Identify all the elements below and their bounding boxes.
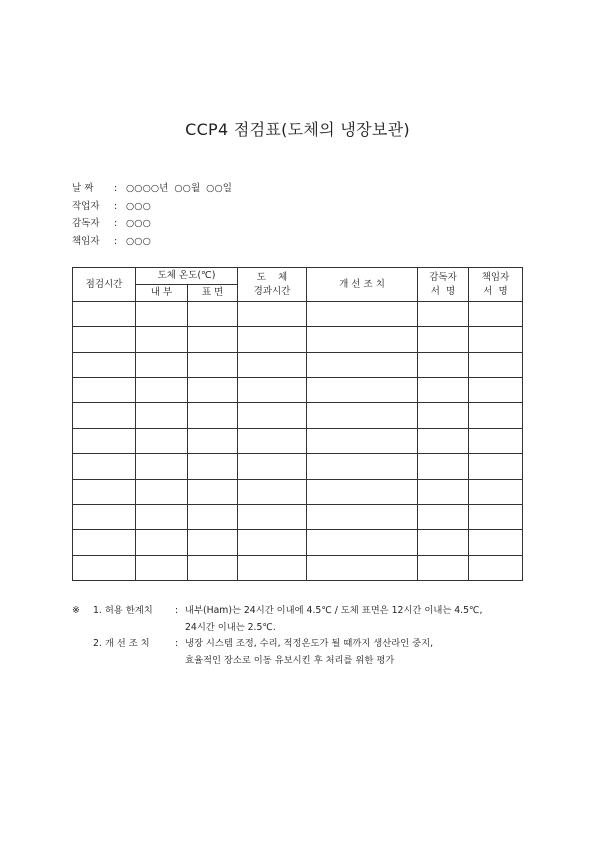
supervisor-separator: : bbox=[114, 218, 118, 230]
table-row bbox=[73, 352, 523, 377]
table-cell[interactable] bbox=[73, 403, 136, 428]
table-body bbox=[73, 302, 523, 581]
table-cell[interactable] bbox=[136, 352, 188, 377]
table-cell[interactable] bbox=[469, 352, 523, 377]
writer-row bbox=[72, 198, 232, 216]
table-row bbox=[73, 378, 523, 403]
table-cell[interactable] bbox=[238, 555, 307, 580]
header-supervisor-line2: 서 명 bbox=[430, 285, 456, 297]
note-mark-spacer bbox=[72, 636, 93, 669]
note-text-2-line2: 효율적인 장소로 이동 유보시킨 후 처리를 위한 평가 bbox=[185, 654, 395, 666]
table-cell[interactable] bbox=[469, 428, 523, 453]
manager-row bbox=[72, 233, 232, 251]
supervisor-row bbox=[72, 215, 232, 233]
table-cell[interactable] bbox=[307, 403, 418, 428]
note-text-1-line2: 24시간 이내는 2.5℃. bbox=[185, 621, 276, 633]
table-cell[interactable] bbox=[418, 428, 469, 453]
table-cell[interactable] bbox=[73, 428, 136, 453]
header-supervisor-sign bbox=[418, 268, 469, 302]
header-elapsed-line2: 경과시간 bbox=[253, 285, 291, 297]
table-row bbox=[73, 555, 523, 580]
note-mark: ※ bbox=[72, 605, 80, 616]
table-row bbox=[73, 403, 523, 428]
note-colon-1: : bbox=[175, 605, 179, 616]
table-cell[interactable] bbox=[188, 302, 238, 327]
table-cell[interactable] bbox=[418, 530, 469, 555]
manager-value: ○○○ bbox=[126, 236, 151, 248]
note-label-2: 2. 개 선 조 치 bbox=[93, 638, 150, 649]
table-cell[interactable] bbox=[188, 378, 238, 403]
table-row bbox=[73, 327, 523, 352]
table-cell[interactable] bbox=[418, 352, 469, 377]
table-cell[interactable] bbox=[136, 428, 188, 453]
table-cell[interactable] bbox=[73, 454, 136, 479]
page-title: CCP4 점검표(도체의 냉장보관) bbox=[185, 120, 410, 139]
table-cell[interactable] bbox=[238, 530, 307, 555]
date-value: ○○○○년 ○○월 ○○일 bbox=[126, 183, 232, 194]
table-cell[interactable] bbox=[188, 428, 238, 453]
table-cell[interactable] bbox=[307, 454, 418, 479]
table-row bbox=[73, 428, 523, 453]
note-text-1 bbox=[185, 603, 550, 636]
note-colon-2: : bbox=[175, 638, 179, 649]
supervisor-value: ○○○ bbox=[126, 218, 151, 230]
table-cell[interactable] bbox=[469, 555, 523, 580]
header-inner: 내 부 bbox=[136, 285, 188, 302]
table-cell[interactable] bbox=[136, 555, 188, 580]
table-cell[interactable] bbox=[188, 504, 238, 529]
table-cell[interactable] bbox=[136, 454, 188, 479]
table-cell[interactable] bbox=[418, 555, 469, 580]
table-cell[interactable] bbox=[188, 530, 238, 555]
inspection-table bbox=[72, 267, 523, 581]
table-cell[interactable] bbox=[73, 530, 136, 555]
notes-block bbox=[72, 603, 550, 669]
note-text-1-line1: 내부(Ham)는 24시간 이내에 4.5℃ / 도체 표면은 12시간 이내는 4.5℃, bbox=[185, 605, 483, 616]
header-manager-line1: 책임자 bbox=[481, 271, 510, 283]
table-cell[interactable] bbox=[136, 327, 188, 352]
table-cell[interactable] bbox=[136, 378, 188, 403]
table-cell[interactable] bbox=[469, 504, 523, 529]
table-cell[interactable] bbox=[418, 378, 469, 403]
header-elapsed-line1: 도 체 bbox=[256, 271, 288, 283]
table-cell[interactable] bbox=[188, 327, 238, 352]
table-cell[interactable] bbox=[238, 428, 307, 453]
table-cell[interactable] bbox=[469, 454, 523, 479]
note-item-2 bbox=[72, 636, 550, 669]
table-cell[interactable] bbox=[136, 302, 188, 327]
header-supervisor-line1: 감독자 bbox=[429, 271, 457, 283]
note-text-2-line1: 냉장 시스템 조정, 수리, 적정온도가 될 때까지 생산라인 중지, bbox=[185, 638, 434, 649]
table-cell[interactable] bbox=[73, 555, 136, 580]
table-cell[interactable] bbox=[418, 302, 469, 327]
header-surface: 표 면 bbox=[188, 285, 238, 302]
table-cell[interactable] bbox=[238, 327, 307, 352]
table-cell[interactable] bbox=[418, 504, 469, 529]
header-check-time: 점검시간 bbox=[73, 268, 136, 302]
table-cell[interactable] bbox=[238, 479, 307, 504]
table-cell[interactable] bbox=[307, 302, 418, 327]
info-block bbox=[72, 180, 232, 251]
table-row bbox=[73, 302, 523, 327]
header-elapsed-time bbox=[238, 268, 307, 302]
table-cell[interactable] bbox=[73, 327, 136, 352]
note-item-1 bbox=[72, 603, 550, 636]
table-cell[interactable] bbox=[73, 479, 136, 504]
table-cell[interactable] bbox=[307, 378, 418, 403]
writer-separator: : bbox=[114, 200, 118, 212]
table-cell[interactable] bbox=[73, 352, 136, 377]
table-cell[interactable] bbox=[73, 504, 136, 529]
manager-separator: : bbox=[114, 236, 118, 248]
table-cell[interactable] bbox=[469, 479, 523, 504]
table-cell[interactable] bbox=[188, 479, 238, 504]
table-cell[interactable] bbox=[418, 454, 469, 479]
table-cell[interactable] bbox=[188, 555, 238, 580]
date-row bbox=[72, 180, 232, 198]
date-label: 날 짜 bbox=[72, 183, 94, 194]
table-cell[interactable] bbox=[307, 479, 418, 504]
header-manager-line2: 서 명 bbox=[483, 285, 508, 297]
header-carcass-temp: 도체 온도(℃) bbox=[136, 268, 238, 285]
writer-label: 작업자 bbox=[72, 200, 100, 212]
table-cell[interactable] bbox=[238, 302, 307, 327]
date-separator: : bbox=[114, 183, 118, 194]
header-corrective-action: 개 선 조 치 bbox=[307, 268, 418, 302]
table-cell[interactable] bbox=[73, 378, 136, 403]
table-cell[interactable] bbox=[307, 530, 418, 555]
table-cell[interactable] bbox=[469, 327, 523, 352]
table-cell[interactable] bbox=[469, 530, 523, 555]
table-cell[interactable] bbox=[418, 479, 469, 504]
table-cell[interactable] bbox=[188, 352, 238, 377]
table-cell[interactable] bbox=[136, 530, 188, 555]
table-cell[interactable] bbox=[469, 403, 523, 428]
table-cell[interactable] bbox=[469, 302, 523, 327]
table-cell[interactable] bbox=[238, 504, 307, 529]
table-cell[interactable] bbox=[307, 352, 418, 377]
table-cell[interactable] bbox=[418, 403, 469, 428]
table-row bbox=[73, 479, 523, 504]
table-cell[interactable] bbox=[238, 378, 307, 403]
table-cell[interactable] bbox=[307, 428, 418, 453]
header-manager-sign bbox=[469, 268, 523, 302]
table-cell[interactable] bbox=[238, 454, 307, 479]
note-label-1: 1. 허용 한계치 bbox=[93, 605, 153, 616]
table-cell[interactable] bbox=[188, 454, 238, 479]
supervisor-label: 감독자 bbox=[72, 218, 100, 230]
table-row bbox=[73, 504, 523, 529]
manager-label: 책임자 bbox=[72, 236, 100, 248]
table-cell[interactable] bbox=[136, 479, 188, 504]
table-row bbox=[73, 454, 523, 479]
table-cell[interactable] bbox=[136, 403, 188, 428]
table-cell[interactable] bbox=[136, 504, 188, 529]
table-cell[interactable] bbox=[238, 352, 307, 377]
note-text-2 bbox=[185, 636, 550, 669]
writer-value: ○○○ bbox=[126, 200, 151, 212]
table-cell[interactable] bbox=[418, 327, 469, 352]
table-cell[interactable] bbox=[307, 327, 418, 352]
table-cell[interactable] bbox=[188, 403, 238, 428]
table-cell[interactable] bbox=[238, 403, 307, 428]
table-cell[interactable] bbox=[73, 302, 136, 327]
table-cell[interactable] bbox=[307, 555, 418, 580]
table-row bbox=[73, 530, 523, 555]
table-cell[interactable] bbox=[307, 504, 418, 529]
table-cell[interactable] bbox=[469, 378, 523, 403]
